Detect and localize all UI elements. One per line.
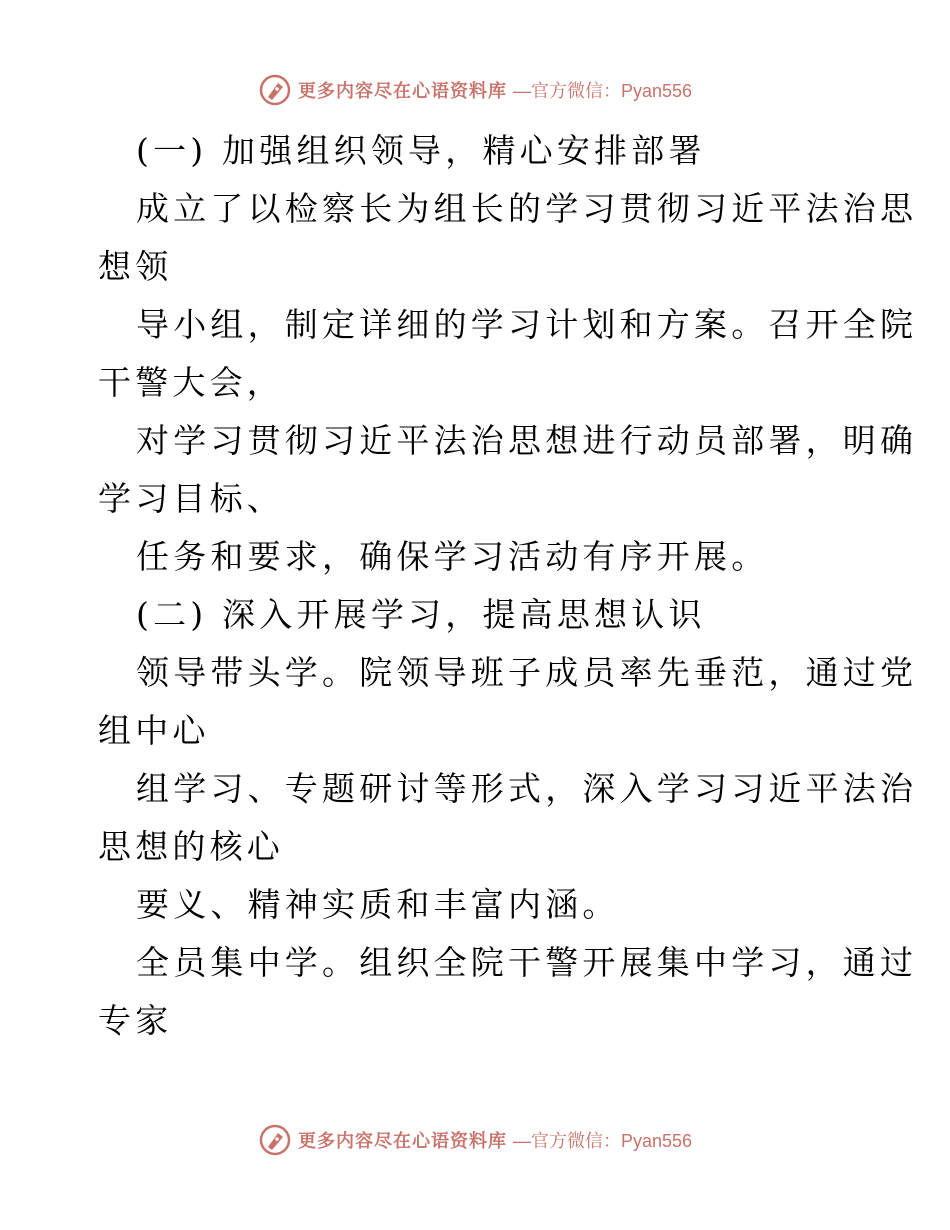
text-line: 对学习贯彻习近平法治思想进行动员部署，明确 — [136, 421, 918, 460]
text-line: 专家 — [98, 1001, 173, 1040]
text-line: (一) 加强组织领导，精心安排部署 — [136, 131, 706, 170]
watermark-sub-text: —官方微信：Pyan556 — [512, 1131, 693, 1151]
text-line: 干警大会， — [98, 363, 284, 402]
text-line: 领导带头学。院领导班子成员率先垂范，通过党 — [136, 653, 918, 692]
footer-watermark — [0, 1120, 950, 1160]
text-line: 组学习、专题研讨等形式，深入学习习近平法治 — [136, 769, 918, 808]
watermark-main-text: 更多内容尽在心语资料库 — [297, 1131, 507, 1152]
watermark-main-text: 更多内容尽在心语资料库 — [297, 81, 507, 102]
text-line: 全员集中学。组织全院干警开展集中学习，通过 — [136, 943, 918, 982]
text-line: 要义、精神实质和丰富内涵。 — [136, 885, 620, 924]
pen-nib-logo-icon — [258, 1123, 292, 1157]
text-line: 成立了以检察长为组长的学习贯彻习近平法治思 — [136, 189, 918, 228]
watermark-sub-text: —官方微信：Pyan556 — [512, 81, 693, 101]
text-line: 学习目标、 — [98, 479, 284, 518]
text-line: 任务和要求，确保学习活动有序开展。 — [136, 537, 769, 576]
text-line: 导小组，制定详细的学习计划和方案。召开全院 — [136, 305, 918, 344]
text-line: (二) 深入开展学习，提高思想认识 — [136, 595, 706, 634]
text-line: 想领 — [98, 247, 173, 286]
document-body — [98, 122, 918, 1050]
text-line: 组中心 — [98, 711, 210, 750]
header-watermark — [0, 70, 950, 110]
text-line: 思想的核心 — [98, 827, 284, 866]
pen-nib-logo-icon — [258, 73, 292, 107]
